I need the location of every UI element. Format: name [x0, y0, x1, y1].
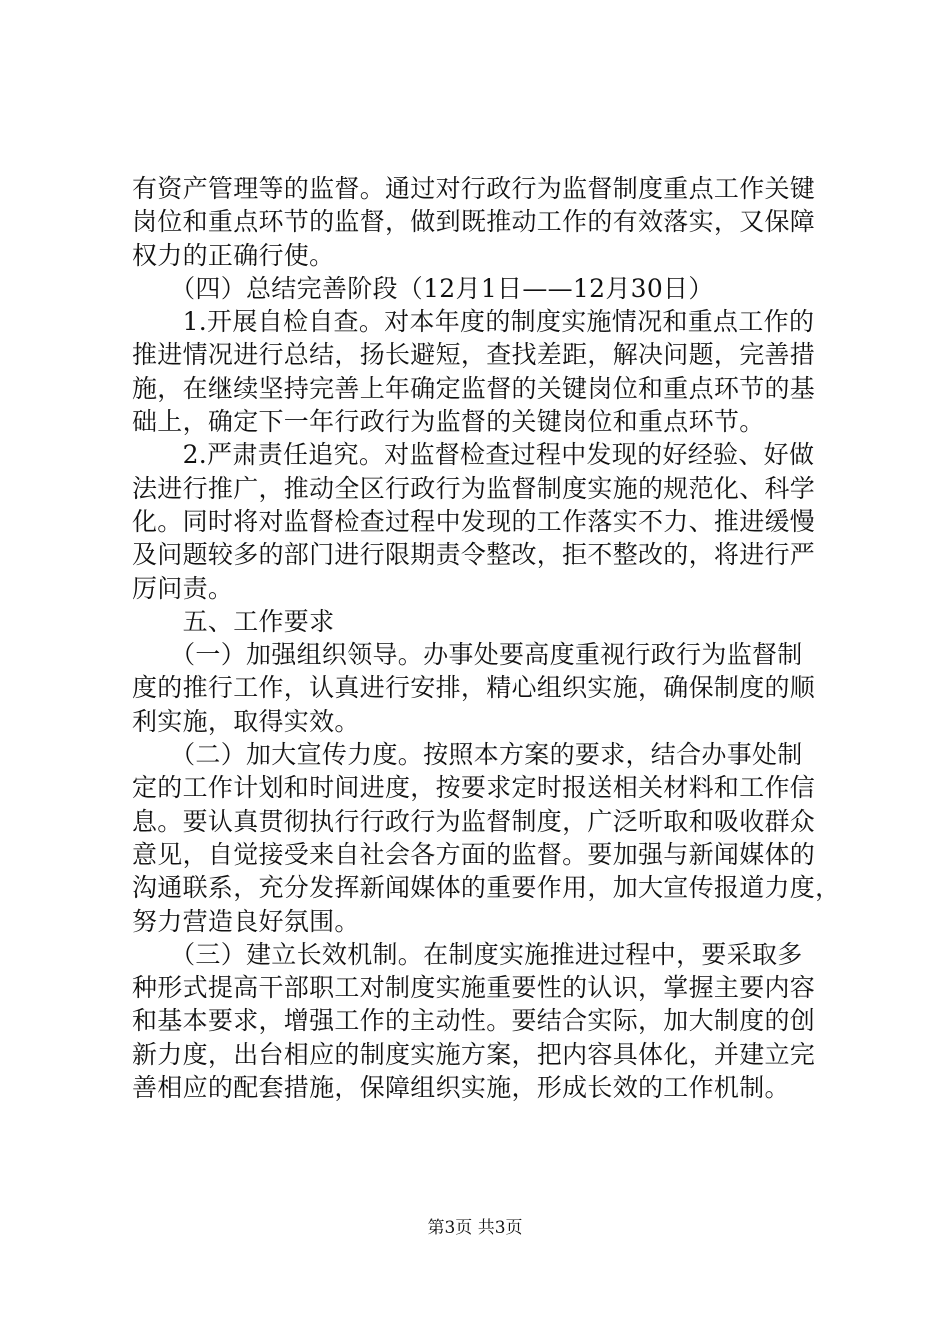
text-line: 定的工作计划和时间进度，按要求定时报送相关材料和工作信 [132, 773, 816, 803]
text-line: 度的推行工作，认真进行安排，精心组织实施，确保制度的顺 [132, 673, 816, 703]
text-line: 息。要认真贯彻执行行政行为监督制度，广泛听取和吸收群众 [132, 806, 816, 836]
text-line: 沟通联系，充分发挥新闻媒体的重要作用，加大宣传报道力度， [132, 873, 841, 903]
text-line: 础上，确定下一年行政行为监督的关键岗位和重点环节。 [132, 407, 765, 437]
text-line: 及问题较多的部门进行限期责令整改，拒不整改的，将进行严 [132, 540, 816, 570]
section-heading: （四）总结完善阶段（12月1日——12月30日） [132, 273, 714, 303]
text-line: 厉问责。 [132, 573, 234, 603]
text-line: 善相应的配套措施，保障组织实施，形成长效的工作机制。 [132, 1073, 790, 1103]
text-line: 1.开展自检自查。对本年度的制度实施情况和重点工作的 [132, 307, 815, 337]
text-line: 利实施，取得实效。 [132, 706, 360, 736]
text-line: 2.严肃责任追究。对监督检查过程中发现的好经验、好做 [132, 440, 815, 470]
text-line: 和基本要求，增强工作的主动性。要结合实际，加大制度的创 [132, 1006, 816, 1036]
page-number-footer: 第3页 共3页 [427, 1218, 523, 1238]
text-line: 岗位和重点环节的监督，做到既推动工作的有效落实，又保障 [132, 207, 816, 237]
text-line: （三）建立长效机制。在制度实施推进过程中，要采取多 [132, 939, 803, 969]
text-line: （二）加大宣传力度。按照本方案的要求，结合办事处制 [132, 740, 803, 770]
text-line: 种形式提高干部职工对制度实施重要性的认识，掌握主要内容 [132, 973, 816, 1003]
text-line: 化。同时将对监督检查过程中发现的工作落实不力、推进缓慢 [132, 506, 816, 536]
text-line: 有资产管理等的监督。通过对行政行为监督制度重点工作关键 [132, 174, 816, 203]
text-line: 努力营造良好氛围。 [132, 906, 360, 936]
text-line: 权力的正确行使。 [132, 240, 335, 270]
text-line: 意见，自觉接受来自社会各方面的监督。要加强与新闻媒体的 [132, 839, 816, 869]
text-line: 施，在继续坚持完善上年确定监督的关键岗位和重点环节的基 [132, 373, 816, 403]
section-heading: 五、工作要求 [132, 606, 335, 636]
text-line: （一）加强组织领导。办事处要高度重视行政行为监督制 [132, 640, 803, 670]
text-line: 法进行推广，推动全区行政行为监督制度实施的规范化、科学 [132, 473, 816, 503]
text-line: 新力度，出台相应的制度实施方案，把内容具体化，并建立完 [132, 1039, 816, 1069]
text-line: 推进情况进行总结，扬长避短，查找差距，解决问题，完善措 [132, 340, 816, 370]
document-body [132, 172, 841, 1104]
